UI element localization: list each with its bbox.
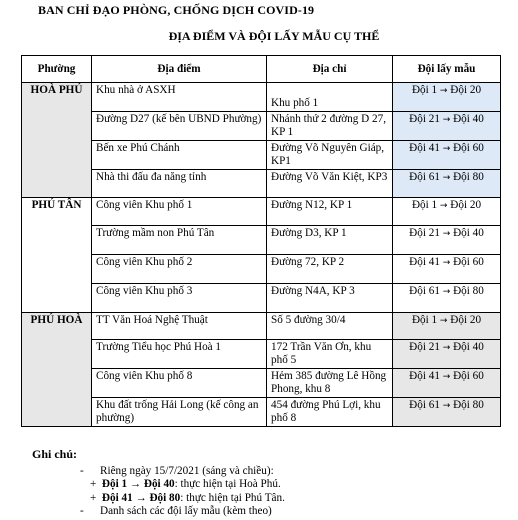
team-cell: Đội 41 → Đội 60 bbox=[393, 141, 501, 170]
note-item: - Riêng ngày 15/7/2021 (sáng và chiều): bbox=[80, 464, 274, 477]
address-cell: Khu phố 1 bbox=[267, 83, 393, 112]
arrow-icon: → bbox=[442, 115, 451, 125]
team-cell: Đội 1 → Đội 20 bbox=[393, 83, 501, 112]
arrow-icon: → bbox=[439, 316, 448, 326]
table-row bbox=[22, 112, 501, 141]
col-ward: Phường bbox=[22, 56, 92, 83]
team-cell: Đội 61 → Đội 80 bbox=[393, 170, 501, 198]
ward-cell: HOÀ PHÚ bbox=[22, 83, 92, 198]
table-row bbox=[22, 255, 501, 284]
address-cell: Đường D3, KP 1 bbox=[267, 226, 393, 255]
table-header-row bbox=[22, 56, 501, 83]
ward-cell: PHÚ TÂN bbox=[22, 198, 92, 313]
location-cell: Trường Tiểu học Phú Hoà 1 bbox=[92, 340, 267, 369]
location-cell: Bến xe Phú Chánh bbox=[92, 141, 267, 170]
team-cell: Đội 61 → Đội 80 bbox=[393, 284, 501, 313]
location-cell: Công viên Khu phố 8 bbox=[92, 369, 267, 398]
arrow-icon: → bbox=[439, 201, 448, 211]
team-cell: Đội 1 → Đội 20 bbox=[393, 198, 501, 226]
col-location: Địa điểm bbox=[92, 56, 267, 83]
address-cell: Hẻm 385 đường Lê Hồng Phong, khu 8 bbox=[267, 369, 393, 398]
dash-bullet: - bbox=[80, 464, 84, 477]
col-address: Địa chỉ bbox=[267, 56, 393, 83]
location-cell: Công viên Khu phố 3 bbox=[92, 284, 267, 313]
table-row bbox=[22, 141, 501, 170]
team-cell: Đội 21 → Đội 40 bbox=[393, 226, 501, 255]
arrow-icon: → bbox=[442, 229, 451, 239]
location-cell: Khu đất trống Hải Long (kế công an phường) bbox=[92, 398, 267, 427]
location-cell: Công viên Khu phố 1 bbox=[92, 198, 267, 226]
location-cell: Khu nhà ở ASXH bbox=[92, 83, 267, 112]
location-cell: Nhà thi đấu đa năng tỉnh bbox=[92, 170, 267, 198]
table-row bbox=[22, 313, 501, 340]
col-team: Đội lấy mẫu bbox=[393, 56, 501, 83]
arrow-icon: → bbox=[442, 287, 451, 297]
address-cell: Số 5 đường 30/4 bbox=[267, 313, 393, 340]
address-cell: 454 đường Phú Lợi, khu phố 8 bbox=[267, 398, 393, 427]
arrow-icon: → bbox=[442, 144, 451, 154]
note-subitem: + Đội 41 → Đội 80: thực hiện tại Phú Tân. bbox=[90, 491, 285, 504]
team-cell: Đội 21 → Đội 40 bbox=[393, 340, 501, 369]
address-cell: Đường Võ Nguyên Giáp, KP1 bbox=[267, 141, 393, 170]
team-cell: Đội 41 → Đội 60 bbox=[393, 255, 501, 284]
table-row bbox=[22, 398, 501, 427]
arrow-icon: → bbox=[442, 372, 451, 382]
arrow-icon: → bbox=[442, 343, 451, 353]
table-row bbox=[22, 198, 501, 226]
team-cell: Đội 1 → Đội 20 bbox=[393, 313, 501, 340]
table-row bbox=[22, 83, 501, 112]
location-cell: Đường D27 (kế bên UBND Phường) bbox=[92, 112, 267, 141]
notes-title: Ghi chú: bbox=[32, 447, 78, 461]
arrow-icon: → bbox=[442, 258, 451, 268]
team-cell: Đội 41 → Đội 60 bbox=[393, 369, 501, 398]
team-cell: Đội 21 → Đội 40 bbox=[393, 112, 501, 141]
table-row bbox=[22, 369, 501, 398]
address-cell: 172 Trần Văn Ơn, khu phố 5 bbox=[267, 340, 393, 369]
notes-section bbox=[32, 448, 502, 519]
address-cell: Nhánh thứ 2 đường D 27, KP 1 bbox=[267, 112, 393, 141]
header-title: BAN CHỈ ĐẠO PHÒNG, CHỐNG DỊCH COVID-19 bbox=[38, 3, 315, 17]
table-row bbox=[22, 340, 501, 369]
sampling-table bbox=[21, 55, 501, 427]
table-row bbox=[22, 284, 501, 313]
location-cell: Công viên Khu phố 2 bbox=[92, 255, 267, 284]
table-row bbox=[22, 226, 501, 255]
address-cell: Đường N12, KP 1 bbox=[267, 198, 393, 226]
address-cell: Đường 72, KP 2 bbox=[267, 255, 393, 284]
note-item: - Danh sách các đội lấy mẫu (kèm theo) bbox=[80, 505, 272, 517]
ward-cell: PHÚ HOÀ bbox=[22, 313, 92, 427]
note-subitem: + Đội 1 → Đội 40: thực hiện tại Hoà Phú. bbox=[90, 478, 281, 490]
location-cell: TT Văn Hoá Nghệ Thuật bbox=[92, 313, 267, 340]
arrow-icon: → bbox=[442, 401, 451, 411]
arrow-icon: → bbox=[442, 173, 451, 183]
location-cell: Trường mầm non Phú Tân bbox=[92, 226, 267, 255]
table-row bbox=[22, 170, 501, 198]
document-subtitle: ĐỊA ĐIỂM VÀ ĐỘI LẤY MẪU CỤ THỂ bbox=[168, 29, 380, 43]
dash-bullet: - bbox=[80, 505, 84, 517]
address-cell: Đường N4A, KP 3 bbox=[267, 284, 393, 313]
address-cell: Đường Võ Văn Kiệt, KP3 bbox=[267, 170, 393, 198]
arrow-icon: → bbox=[439, 86, 448, 96]
team-cell: Đội 61 → Đội 80 bbox=[393, 398, 501, 427]
